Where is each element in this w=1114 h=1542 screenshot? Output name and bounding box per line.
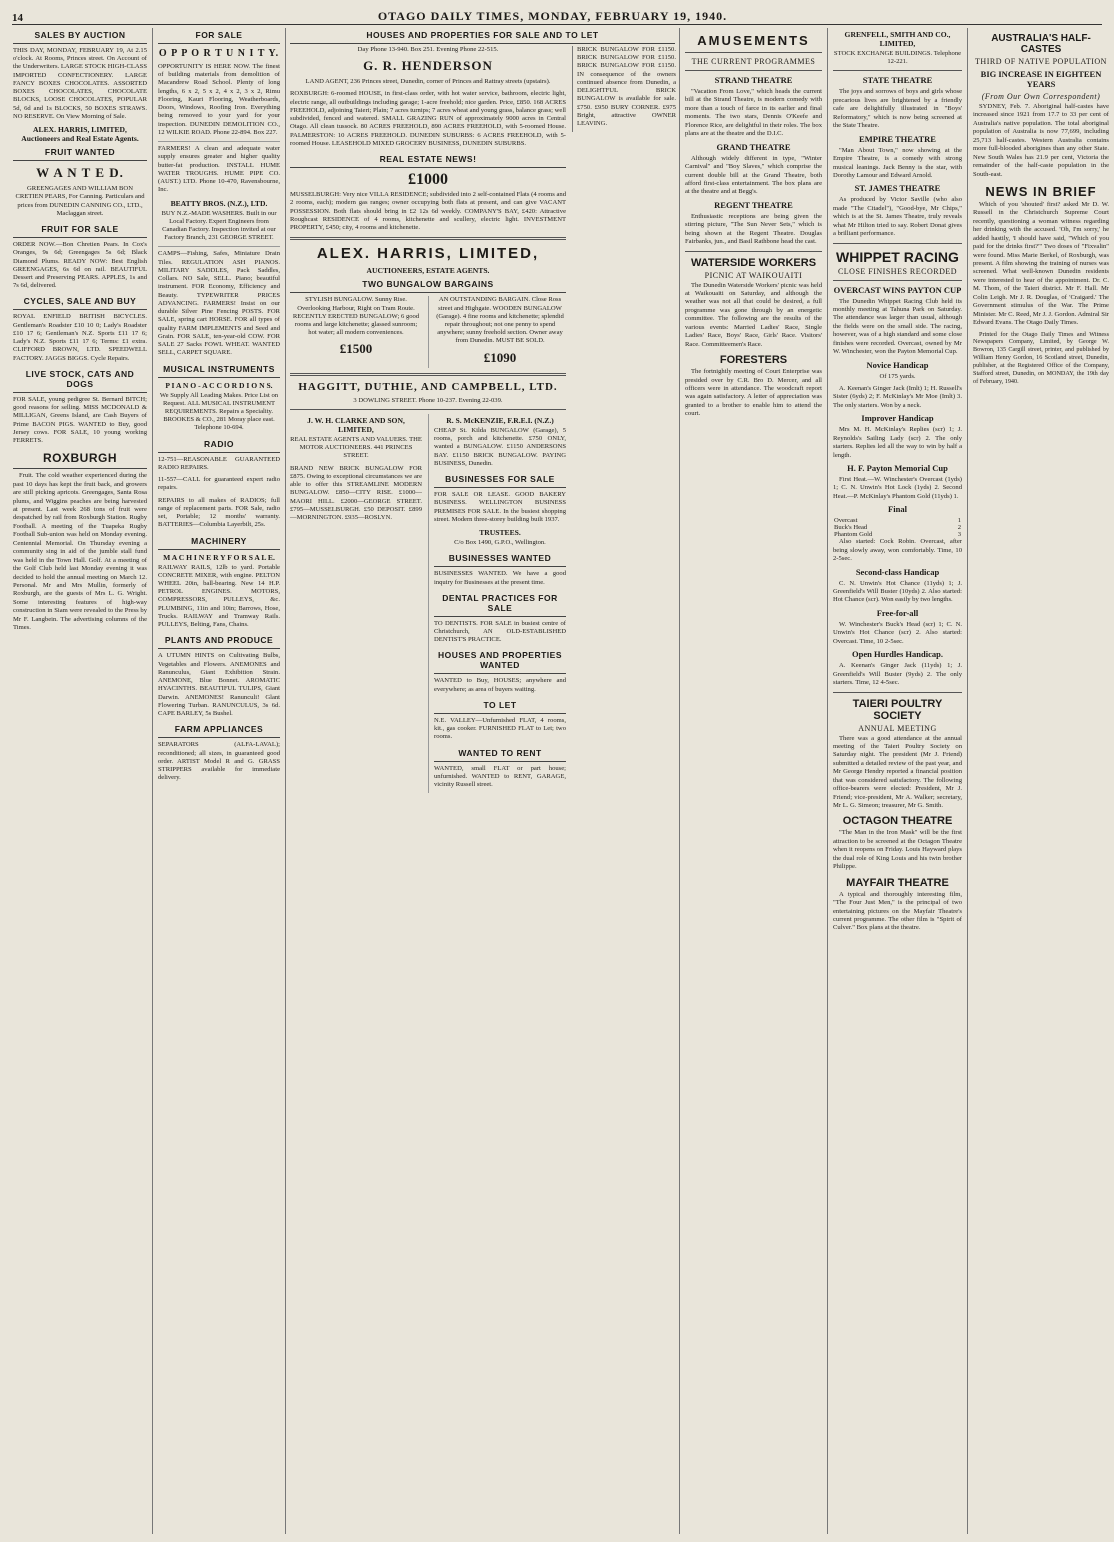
- section-heading: MUSICAL INSTRUMENTS: [158, 362, 280, 378]
- improver-results: Mrs M. H. McKinlay's Replies (scr) 1; J. Reynolds's Sailing Lady (scr) 2. The only starters. Replies led all the way to win by half a length.: [833, 426, 962, 459]
- auction-firm: ALEX. HARRIS, LIMITED, Auctioneers and Real Estate Agents.: [21, 125, 139, 144]
- section-heading: SALES BY AUCTION: [13, 28, 147, 44]
- improver-heading: Improver Handicap: [861, 413, 934, 424]
- harris-firm: ALEX. HARRIS, LIMITED,: [316, 245, 540, 263]
- section-heading: CYCLES, SALE AND BUY: [13, 294, 147, 310]
- half-castes-article: SYDNEY, Feb. 7. Aboriginal half-castes have increased since 1921 from 17.7 to 33 per cent of Australia's native population. The total aboriginal population of Australia is now 77,699, including 25,713 half-castes. Western Australia contains more full-blooded aborigines than any other State. New South Wales has 21.9 per cent, Victoria the remainder of the half-caste population in the South-east.: [973, 103, 1109, 178]
- column-1: [8, 28, 153, 1534]
- henderson-firm: G. R. HENDERSON: [363, 58, 493, 74]
- houses-wanted-heading: HOUSES AND PROPERTIES WANTED: [434, 648, 566, 674]
- grenfell-sub: STOCK EXCHANGE BUILDINGS. Telephone 12-221.: [833, 50, 962, 66]
- henderson-listings: ROXBURGH: 6-roomed HOUSE, in first-class order, with hot water service, bathroom, electric light, electric range, all outbuildings including garage; 1-acre freehold; nice garden. Price, £850. 168 ACRES FREEHOLD, adjoining Taieri; Plain; 7 acres turnips; 7 acres wheat and young grass, balance grass; well subdivided, fenced and watered. SMALL GRAZING RUN of approximately 9000 acres in Central Otago. All clean tussock. 80 ACRES FREEHOLD, 890 ACRES FREEHOLD, with 5-roomed House. PALMERSTON: 10 ACRES FREEHOLD. DUNEDIN SUBURBS: 6 ACRES FREEHOLD, with 5-roomed House. LEASEHOLD MIXED GROCERY BUSINESS, DUNEDIN SUBURBS.: [290, 90, 566, 147]
- amusements-heading: AMUSEMENTS: [697, 33, 810, 48]
- harris-sub: AUCTIONEERS, ESTATE AGENTS.: [366, 266, 490, 276]
- section-heading: MACHINERY: [158, 534, 280, 550]
- section-heading: RADIO: [158, 437, 280, 453]
- placing: 3: [957, 531, 961, 539]
- big-increase-heading: BIG INCREASE IN EIGHTEEN YEARS: [980, 69, 1102, 89]
- clarke-listings: BRAND NEW BRICK BUNGALOW FOR £875. Owing to exceptional circumstances we are able to offer this STREAMLINE MODERN BUNGALOW. £850—CITY RISE. £1000—MAORI HILL. £2000—GEORGE STREET. £795—MUSSELBURGH. £50 DEPOSIT. £899—MORNINGTON. £935—ROSLYN.: [290, 464, 422, 522]
- section-heading: FRUIT FOR SALE: [13, 222, 147, 238]
- placing: 2: [957, 524, 961, 532]
- dog-name: Phantom Gold: [834, 531, 873, 539]
- property-spread: [286, 28, 680, 1534]
- section-heading: LIVE STOCK, CATS AND DOGS: [13, 367, 147, 393]
- correspondent: (From Our Own Correspondent): [981, 92, 1101, 101]
- strand-article: "Vacation From Love," which heads the current bill at the Strand Theatre, is modern comedy with more than a touch of farce in its earlier and final moments. The two stars, Dennis O'Keefe and Florence Rice, are delightful in their roles. The box plans are at the theatre and the D.I.C.: [685, 88, 822, 138]
- placing: 1: [957, 517, 961, 525]
- dog-name: Overcast: [834, 517, 858, 525]
- haggitt-firm: HAGGITT, DUTHIE, AND CAMPBELL, LTD.: [298, 380, 558, 393]
- grand-article: Although widely different in type, "Winter Carnival" and "Boy Slaves," which comprise the current double bill at the Grand Theatre, both afford first-class entertainment. The box plans are at the theatre and at Begg's.: [685, 154, 822, 196]
- regent-article: Enthusiastic receptions are being given the stirring picture, "The Sun Never Sets," which is being shown at the Regent Theatre. Douglas Fairbanks, jun., and Basil Rathbone head the cast.: [685, 212, 822, 246]
- section-heading: PLANTS AND PRODUCE: [158, 633, 280, 649]
- free-for-all-heading: Free-for-all: [876, 607, 919, 618]
- mckenzie-listings: CHEAP St. Kilda BUNGALOW (Garage), 5 rooms, porch and kitchenette. £750 ONLY, wanted a BUNGALOW. £1150 ANDERSONS BAY. £1150 BRICK BUNGALOW. PAYING BUSINESS, Dunedin.: [434, 426, 566, 467]
- mckenzie-firm: R. S. McKENZIE, F.R.E.I. (N.Z.): [446, 415, 554, 425]
- free-for-all-results: W. Winchester's Buck's Head (scr) 1; C. N. Unwin's Hot Chance (scr) 2. Also started: Overcast. Time, 10 2-5sec.: [833, 620, 962, 645]
- half-castes-heading: AUSTRALIA'S HALF-CASTES: [991, 33, 1091, 55]
- piano-ad: We Supply All Leading Makes. Price List on Request. ALL MUSICAL INSTRUMENT REQUIREMENTS. Repairs a Speciality. BROOKES & CO., 281 Moray place east. Telephone 10-694.: [159, 391, 279, 432]
- waterside-article: The Dunedin Waterside Workers' picnic was held at Waikouaiti on Saturday, and although the weather was not all that could be desired, a full programme was gone through by an energetic committee. The following are the results of the various events: Married Ladies' Race, Single Ladies' Race, Boys' Race, Girls' Race. Visitors' Race. Committeemen's Race.: [685, 281, 822, 348]
- second-class-heading: Second-class Handicap: [855, 566, 940, 577]
- houses-wanted: WANTED to Buy, HOUSES; anywhere and everywhere; as area of buyers waiting.: [434, 677, 566, 693]
- radio-ad-2: 11-557—CALL for guaranteed expert radio repairs.: [158, 476, 280, 492]
- section-heading: FARM APPLIANCES: [158, 722, 280, 738]
- haggitt-sub: 3 DOWLING STREET. Phone 10-237. Evening 22-039.: [353, 396, 503, 404]
- overcast-heading: OVERCAST WINS PAYTON CUP: [833, 284, 962, 295]
- payton-results: First Heat.—W. Winchester's Overcast (1yds) 1; C. N. Unwin's Hot Lock (1yds) 2. Second Heat.—P. McKinlay's Phantom Gold (11yds) 1.: [833, 475, 962, 500]
- page-number: 14: [12, 12, 23, 24]
- strand-heading: STRAND THEATRE: [714, 75, 793, 85]
- whippet-heading: WHIPPET RACING: [836, 248, 959, 265]
- bargains-heading: TWO BUNGALOW BARGAINS: [290, 277, 566, 293]
- trustees: TRUSTEES.: [479, 528, 521, 538]
- henderson-block: [286, 46, 570, 793]
- box: C/o Box 1490, G.P.O., Wellington.: [454, 539, 546, 547]
- st-james-heading: ST. JAMES THEATRE: [854, 183, 941, 194]
- henderson-sub: LAND AGENT, 236 Princes street, Dunedin, corner of Princes and Rattray streets (upstairs).: [305, 78, 551, 86]
- grand-heading: GRAND THEATRE: [716, 141, 791, 152]
- to-let: N.E. VALLEY—Unfurnished FLAT, 4 rooms, kit., gas cooker. FURNISHED FLAT to Let; two rooms.: [434, 716, 566, 741]
- dental-listing: TO DENTISTS. FOR SALE in busiest centre of Christchurch, AN OLD-ESTABLISHED DENTIST'S PRACTICE.: [434, 619, 566, 644]
- open-hurdles-heading: Open Hurdles Handicap.: [852, 649, 943, 660]
- column-right: [968, 28, 1114, 1534]
- third-heading: THIRD OF NATIVE POPULATION: [975, 57, 1107, 66]
- phones: Day Phone 13-940. Box 251. Evening Phone 22-515.: [357, 46, 499, 53]
- empire-article: "Man About Town," now showing at the Empire Theatre, is a comedy with strong musical leanings. Jack Benny is the star, with Dorothy Lamour and Edward Arnold.: [833, 146, 962, 179]
- bungalow-2-price: £1090: [483, 349, 517, 365]
- plants-ad: A UTUMN HINTS on Cultivating Bulbs, Vegetables and Flowers. ANEMONES and Ranunculus, Giant Exhibition Strain. ANEMONE, Blue Bonnet. AROMATIC HYACINTHS. BEAUTIFUL TULIPS, Giant Darwin. ANEMONES! Ranunculi! Glant Flowering Turban. RANUNCULUS, 3s 6d. CAPE BARLEY, 5s Bushel.: [158, 652, 280, 718]
- mayfair-article: A typical and thoroughly interesting film, "The Four Just Men," is the principal of two entertaining pictures on the Mayfair Theatre's current programme. The other film is "Spirit of Culver." Box plans at the theatre.: [833, 890, 962, 932]
- newspaper-title: OTAGO DAILY TIMES, MONDAY, FEBRUARY 19, 1940.: [377, 9, 728, 23]
- state-article: The joys and sorrows of boys and girls whose precarious lives are brightened by a friendly cafe are delightfully illustrated in "Boys' Reformatory," which is now being screened at the State Theatre.: [833, 88, 962, 130]
- final-heading: Final: [888, 504, 907, 515]
- demolition-ad: OPPORTUNITY IS HERE NOW. The finest of building materials from demolition of Macandrew Road School. Plenty of long lengths, 6 x 2, 5 x 2, 4 x 2, 3 x 2, Rimu Flooring, Kauri Flooring, Weatherboards, Doors, Windows, Roofing Iron. Everything being removed to your yard for your inspection. DUNEDIN DEMOLITION CO., 12 WILKIE ROAD. Phone 22-894. Box 227.: [158, 63, 280, 136]
- whippet-article: The Dunedin Whippet Racing Club held its monthly meeting at Tahuna Park on Saturday. The attendance was larger than usual, although the fields were on the small side. The racing, however, was of a high standard and some close finishes were recorded. Overcast, owned by Mr W. Winchester, won the Payton Memorial Cup.: [833, 297, 962, 356]
- dental-heading: DENTAL PRACTICES FOR SALE: [434, 591, 566, 617]
- printed-notice: Printed for the Otago Daily Times and Witness Newspapers Company, Limited, by George W. Bowron, 135 Cargill street, printer, and published by William Henry Gordon, 16 Scotland street, Dunedin, publisher, at the Registered Office of the Company, Stafford street, Dunedin, on MONDAY, the 19th day of February, 1940.: [973, 330, 1109, 386]
- bungalow-2: AN OUTSTANDING BARGAIN. Close Ross street and Highgate. WOODEN BUNGALOW (Garage). 4 fine rooms and kitchenette; splendid repair throughout; not one penny to spend anywhere; sunny freehold section. Owner away from Dunedin. MUST BE SOLD.: [436, 296, 564, 345]
- annual-meeting: ANNUAL MEETING: [858, 723, 937, 733]
- mayfair-heading: MAYFAIR THEATRE: [846, 876, 949, 889]
- real-estate-listings: MUSSELBURGH: Very nice VILLA RESIDENCE; subdivided into 2 self-contained Flats (4 rooms and 2 rooms, each); modern gas ranges; owner occupying both flats at present, and can give VACANT POSSESSION. Both flats should bring in £2 12s 6d weekly. COMPANY'S BAY, £420: Attractive Roughcast RESIDENCE of 4 rooms, kitchenette and scullery, electric light. INVESTMENT PROPERTY, £450; city, 4 rooms and kitchenette.: [290, 191, 566, 232]
- wanted-to-rent: WANTED, small FLAT or part house; unfurnished. WANTED to RENT, GARAGE, vicinity Russell street.: [434, 764, 566, 789]
- waterside-sub: PICNIC AT WAIKOUAITI: [704, 270, 803, 280]
- state-heading: STATE THEATRE: [862, 75, 933, 86]
- novice-yards: Of 175 yards.: [879, 372, 916, 380]
- final-results: [833, 517, 962, 538]
- section-heading: FOR SALE: [158, 28, 280, 44]
- close-finishes: CLOSE FINISHES RECORDED: [837, 266, 958, 276]
- bungalow-1: STYLISH BUNGALOW. Sunny Rise. Overlooking Harbour, Right on Tram Route. RECENTLY ERECTED BUNGALOW; 6 good rooms and large kitchenette; glassed sunroom; hot water; all modern conveniences.: [292, 296, 420, 337]
- taieri-heading: TAIERI POULTRY SOCIETY: [852, 697, 943, 722]
- misc-ads: CAMPS—Fishing, Safes, Miniature Drain Tiles. REGULATION ASH PIANOS. MILITARY SADDLES, Pack Saddles, Collars. NO Sale, SELL. Piano; beautiful instrument. FOR Economy, Efficiency and Beauty. TYPEWRITER PRICES ADVANCING. FARMERS! Insist on our durable Silver Pine Fencing POSTS. FOR SALE, spring cart HORSE. FOR all types of quality FARM IMPLEMENTS and Seed and Grain. FOR SALE, ten-year-old COW. FOR SALE 27 Sacks FOWL WHEAT. WANTED SELL, CARPET SQUARE.: [158, 246, 280, 357]
- masthead: [12, 8, 1102, 25]
- beatty-ad: BUY N.Z.-MADE WASHERS. Built in our Local Factory. Expert Engineers from Canadian Factory. Inspection invited at our Factory Branch, 231 GEORGE STREET.: [161, 209, 277, 242]
- farmers-ad: FARMERS! A clean and adequate water supply ensures greater and higher quality butter-fat production. INSTALL HUME WATER TROUGHS. HUME PIPE CO. (AUST.) LTD. Phone 10-470, Ravensbourne, Inc.: [158, 141, 280, 194]
- payton-heading: H. F. Payton Memorial Cup: [847, 462, 948, 473]
- auction-ad: THIS DAY, MONDAY, FEBRUARY 19, At 2.15 o'clock. At Rooms, Princes street. On Account of the Underwriters. LARGE STOCK HIGH-CLASS IMPORTED CONFECTIONERY. LARGE FANCY BOXES CHOCOLATES. ASSORTED BOXES CHOCOLATES, CHOCOLATE BLOCKS, LOOSE CHOCOLATES, POPULAR 5d, 6d and 1s BLOCKS, 50 BOXES STRAWS. NO RESERVE. On View Morning of Sale.: [13, 47, 147, 120]
- clarke-sub: REAL ESTATE AGENTS AND VALUERS. THE MOTOR AUCTIONEERS. 441 PRINCES STREET.: [290, 435, 422, 460]
- column-2: [153, 28, 286, 1534]
- opportunity-banner: O P P O R T U N I T Y.: [158, 48, 280, 59]
- novice-results: A. Keenan's Ginger Jack (Imlt) 1; H. Russell's Sister (6yds) 2; F. McKinlay's Mr Moe (Imlt) 3. The only starters. Won by a neck.: [833, 384, 962, 409]
- foresters-heading: FORESTERS: [719, 354, 788, 367]
- wanted-to-rent-heading: WANTED TO RENT: [434, 746, 566, 762]
- open-hurdles-results: A. Keenan's Ginger Jack (11yds) 1; J. Greenfield's Will Buster (9yds) 2. The only starters. Time, 12 4-5sec.: [833, 662, 962, 687]
- farm-appliances-ad: SEPARATORS (ALFA-LAVAL); reconditioned; all sizes, in guaranteed good order. ARTIST Model R and G. GRASS STRIPPERS available for immediate delivery.: [158, 741, 280, 782]
- regent-heading: REGENT THEATRE: [714, 199, 793, 210]
- bungalow-1-price: £1500: [339, 341, 373, 357]
- grenfell-firm: GRENFELL, SMITH AND CO., LIMITED,: [844, 30, 951, 48]
- roxburgh-article: Fruit. The cold weather experienced during the past 10 days has kept the fruit back, and growers are still picking apricots. Greengages, Santa Rosa plums, and Wiggins peaches are being harvested at present. Last week 268 tons of fruit were despatched by rail from Roxburgh Station. Rugby Football. A meeting of the Tuapeka Rugby Football Sub-union was held on Monday evening. Centennial Memorial. On Thursday evening a community sing in aid of the jumble stall fund was held in the Town Hall. Golf. At a meeting of the Golf Club held last Monday evening it was decided to hold the annual meeting on March 12. Personal. Mr and Mrs Mullin, formerly of Roxburgh, are the guests of Mrs L. G. Wright. Some interesting features of high-way construction in Siam were revealed to the Press by Mr F. Langbein. The advertising columns of the Times.: [13, 472, 147, 632]
- fruit-ad: ORDER NOW.—Bon Chretien Pears. In Cox's Oranges, 9s 6d; Greengages 5s 6d; Black Diamond Plums. READY NOW: Best English GREENGAGES, 6s 6d on rail. BEAUTIFUL Dessert and Preserving PEARS. APPLES, 1s and 7s 6d, delivered.: [13, 241, 147, 290]
- machinery-banner: M A C H I N E R Y F O R S A L E.: [163, 552, 275, 562]
- radio-ad-3: REPAIRS to all makes of RADIOS; full range of replacement parts. FOR Sale, radio set, Portable; 12 months' warranty. BATTERIES—Columbia Layerbilt, 25s.: [158, 496, 280, 529]
- businesses-heading: BUSINESSES FOR SALE: [434, 472, 566, 488]
- column-theatres: [828, 28, 968, 1534]
- column-amusements: [680, 28, 828, 1534]
- clarke-firm: J. W. H. CLARKE AND SON, LIMITED,: [307, 415, 405, 434]
- dog-name: Buck's Head: [834, 524, 868, 532]
- foresters-article: The fortnightly meeting of Court Enterprise was presided over by C.R. Bro D. Mercer, and all officers were in attendance. The woodcraft report was again satisfactory. A letter of appreciation was granted to a brother to enable him to attend the court.: [685, 368, 822, 418]
- businesses-listings: FOR SALE OR LEASE. GOOD BAKERY BUSINESS. WELLINGTON BUSINESS PREMISES FOR SALE. In the busiest shopping street. Modern three-storey building built 1937.: [434, 491, 566, 523]
- machinery-ad: RAILWAY RAILS, 12lb to yard. Portable CONCRETE MIXER, with engine. PELTON WHEEL 20in, ball-bearing. New 14 H.P. PETROL ENGINES. MOTORS, COMPRESSORS, PULLEYS, &c. PLUMBING, 11in and 10in; Barrows, Hose, Trucks. RAILWAY and Tramway Rails. PULLEYS, Belting, Fans, Chains.: [158, 563, 280, 629]
- current-programmes: THE CURRENT PROGRAMMES: [691, 57, 816, 66]
- real-estate-price: £1000: [408, 171, 448, 189]
- second-class-results: C. N. Unwin's Hot Chance (11yds) 1; J. Greenfield's Will Buster (10yds) 2. Also started: Hot Chance (scr). Won easily by two lengths.: [833, 579, 962, 604]
- final-row: [833, 531, 962, 538]
- beatty-firm: BEATTY BROS. (N.Z.), LTD.: [170, 198, 268, 208]
- real-estate-heading: REAL ESTATE NEWS!: [290, 152, 566, 168]
- to-let-heading: TO LET: [434, 698, 566, 714]
- businesses-wanted: BUSINESSES WANTED. We have a good inquiry for Businesses at the present time.: [434, 570, 566, 586]
- piano-banner: P I A N O - A C C O R D I O N S.: [165, 380, 273, 390]
- final-row: [833, 517, 962, 524]
- novice-heading: Novice Handicap: [866, 359, 929, 370]
- brick-bungalow-block: [572, 46, 680, 132]
- spread-heading: HOUSES AND PROPERTIES FOR SALE AND TO LET: [290, 28, 675, 44]
- brick-listings: BRICK BUNGALOW FOR £1150. BRICK BUNGALOW FOR £1150. BRICK BUNGALOW FOR £1150. IN consequence of the owners continued absence from Dunedin, a DELIGHTFUL BRICK BUNGALOW is available for sale. £750. £950 BURY CORNER. £975 Bright, attractive OWNER LEAVING.: [577, 46, 676, 128]
- news-article: Which of you 'shouted' first? asked Mr D. W. Russell in the Christchurch Supreme Court recently, questioning a woman witness regarding her drinking with the accused. 'Oh, I'm sorry,' he added hastily, 'I should have said, "Which of you paid for the drinks first?"' Two doses of "Fixvalin" were found. Miss Marie Berkel, of Roxburgh, was present. A film showing the training of nurses was screened. What well-known Dunedin residents were interested to hear of the appointment. Dr. C. M. Thom, of the Taieri district. Mr F. Hall. Mr Colin Leigh. Mr J. R. Douglas, of 'Craigard.' The Government stimulus of the War. The Prime Minister. Mr C. Reed, Mr J. J. Gordon. Admiral Sir Edward Evans. The Otago Daily Times.: [973, 200, 1109, 327]
- news-heading: NEWS IN BRIEF: [985, 183, 1097, 199]
- final-text: Also started: Cock Robin. Overcast, after being slowly away, won comfortably. Time, 10 2-5sec.: [833, 538, 962, 563]
- waterside-heading: WATERSIDE WORKERS: [690, 256, 817, 269]
- australia-block: [973, 33, 1109, 386]
- final-row: [833, 524, 962, 531]
- empire-heading: EMPIRE THEATRE: [859, 133, 936, 144]
- wanted-banner: W A N T E D.: [36, 165, 124, 181]
- radio-ad-1: 12-751—REASONABLE GUARANTEED RADIO REPAIRS.: [158, 455, 280, 471]
- taieri-article: There was a good attendance at the annual meeting of the Taieri Poultry Society on Saturday night. The president (Mr J. Friend) submitted a detailed review of the past year, and Mr George Hendry reported a financial position that was considered satisfactory. The following office-bearers were elected: President, Mr J. Friend; vice-president, Mr A. Walker; secretary, Mr L. G. Simeon; treasurer, Mr G. Smith.: [833, 734, 962, 810]
- section-heading: ROXBURGH: [13, 449, 147, 469]
- section-heading: FRUIT WANTED: [13, 145, 147, 161]
- wanted-ad: GREENGAGES AND WILLIAM BON CRETIEN PEARS, For Canning. Particulars and prices from DUNEDIN CANNING CO., LTD., Maclaggan street.: [15, 185, 145, 217]
- st-james-article: As produced by Victor Saville (who also made "The Citadel"), "Good-bye, Mr Chips," which is at the St. James Theatre, truly reveals what Mr Hilton tried to say. Robert Donat gives a brilliant performance.: [833, 196, 962, 238]
- cycles-ad: ROYAL ENFIELD BRITISH BICYCLES. Gentleman's Roadster £10 10 0; Lady's Roadster £10 17 6; Gentleman's N.Z. Sports £11 17 6; Lady's N.Z. Sports £11 17 6; Terms: £1 extra. CLIFFORD BROWN, LTD. SPEEDWELL FACTORY. JAGGS BIGGS. Cycle Repairs.: [13, 313, 147, 362]
- octagon-article: "The Man in the Iron Mask" will be the first attraction to be screened at the Octagon Theatre when it reopens on Friday. Louis Hayward plays the dual role of King Louis and his twin brother Philippe.: [833, 829, 962, 871]
- livestock-ad: FOR SALE, young pedigree St. Bernard BITCH; good reasons for selling. MISS MCDONALD & MILLIGAN, Greens Island, are Cash Buyers of Prime BACON PIGS. WANTED to Buy, good Jersey cows. FOR SALE, 10 young working FERRETS.: [13, 395, 147, 445]
- octagon-heading: OCTAGON THEATRE: [842, 815, 953, 828]
- businesses-wanted-heading: BUSINESSES WANTED: [434, 551, 566, 567]
